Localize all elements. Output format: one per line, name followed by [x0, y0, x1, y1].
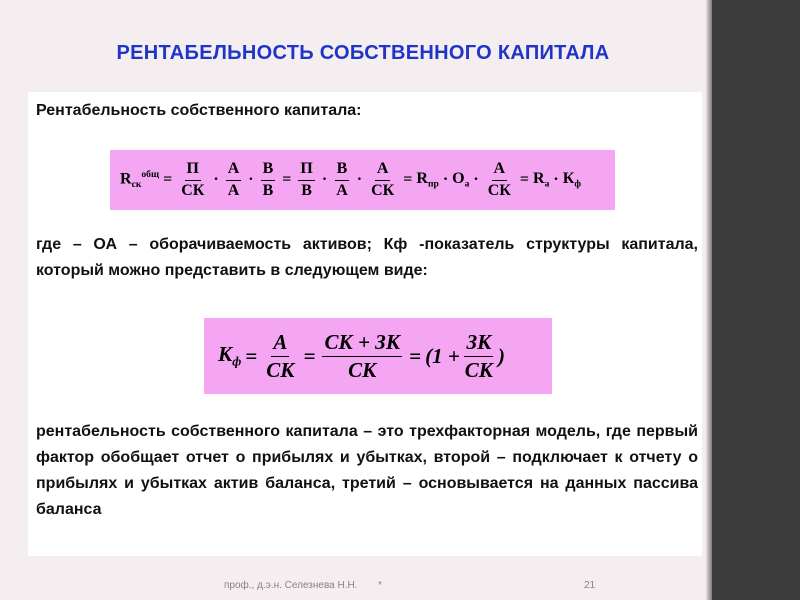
fraction: $\frac{ЗК}{СК}$	[464, 330, 494, 382]
page-number: 21	[584, 580, 596, 591]
formula-lhs: $К_ф$	[218, 342, 242, 369]
term-k-f: $К_ф$	[562, 170, 581, 190]
paren-close: )	[498, 343, 506, 368]
formula-capital-structure: $К_ф$ = $\frac{А}{СК}$ = $\frac{СК + ЗК}{СК}$ = (1 + $\frac{ЗК}{СК}$ )	[204, 318, 552, 394]
paren-open: (1 +	[425, 343, 460, 368]
fraction: $\frac{П}{СК}$	[181, 159, 205, 199]
formula-roe: $R_{ск}^{общ}$ = $\frac{П}{СК}$ · $\frac{А}{А}$ · $\frac{В}{В}$ = $\frac{П}{В}$ · $\frac{В}{А}$ · $\frac{А}{СК}$ = $R_{пр}$ · $О_а$ · $\frac{А}{СК}$ = $R_а$ · $К_ф$	[110, 150, 615, 210]
fraction: $\frac{В}{В}$	[262, 159, 274, 199]
fraction: $\frac{А}{СК}$	[371, 159, 395, 199]
fraction: $\frac{П}{В}$	[300, 159, 313, 199]
term-r-pr: $R_{пр}$	[416, 170, 439, 190]
fraction: $\frac{СК + ЗК}{СК}$	[324, 330, 401, 382]
footer-author: проф., д.э.н. Селезнева Н.Н.	[224, 580, 358, 591]
fraction: $\frac{А}{СК}$	[487, 159, 511, 199]
side-bar	[712, 0, 800, 600]
fraction: $\frac{А}{А}$	[227, 159, 240, 199]
paragraph-definitions: где – ОА – оборачиваемость активов; Кф -показатель структуры капитала, который можно представить в следующем виде:	[36, 236, 698, 279]
term-o-a: $О_а$	[452, 170, 470, 190]
slide-title: РЕНТАБЕЛЬНОСТЬ СОБСТВЕННОГО КАПИТАЛА	[116, 42, 610, 64]
fraction: $\frac{А}{СК}$	[266, 330, 295, 382]
fraction: $\frac{В}{А}$	[336, 159, 348, 199]
formula-lhs: $R_{ск}^{общ}$	[120, 169, 160, 191]
term-r-a: $R_а$	[533, 170, 550, 190]
footer-mark: *	[378, 580, 382, 591]
intro-text: Рентабельность собственного капитала:	[36, 102, 362, 119]
paragraph-explanation: рентабельность собственного капитала – это трехфакторная модель, где первый фактор обобщает отчет о прибылях и убытках, второй – подключает к отчету о прибылях и убытках актив баланса, третий – основывается на данных пассива баланса	[36, 423, 698, 518]
